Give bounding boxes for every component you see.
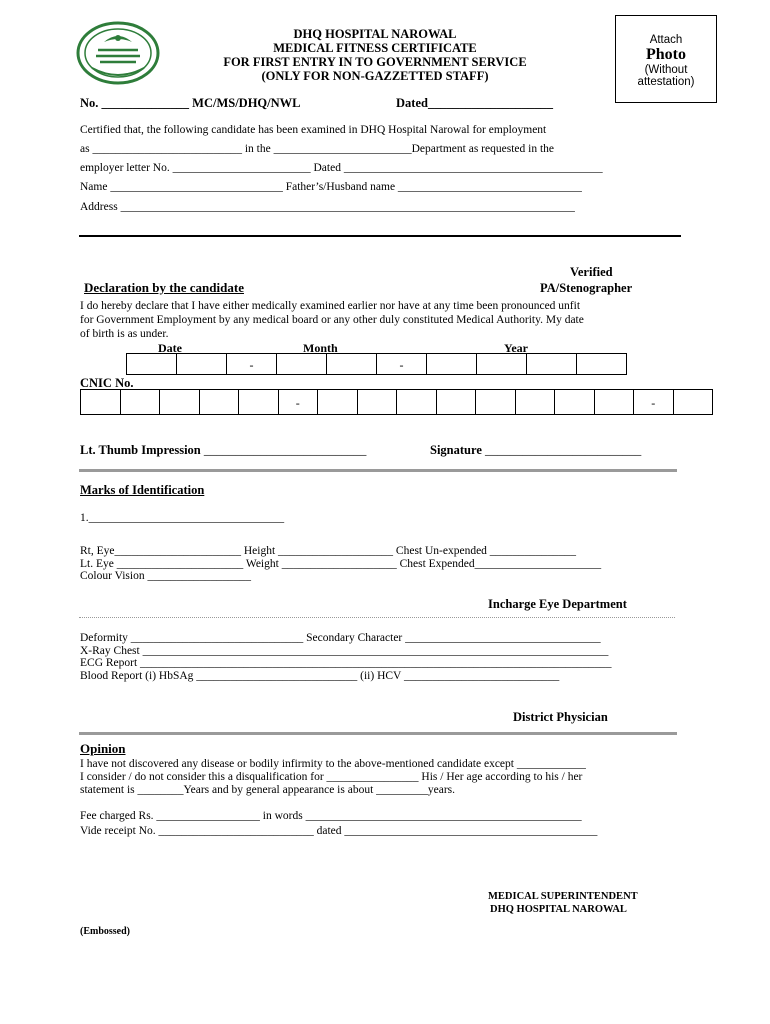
input-cell[interactable] [594,389,635,415]
no-field[interactable]: ______________ [101,96,190,110]
input-cell[interactable] [476,353,527,375]
header-line-4: (ONLY FOR NON-GAZZETTED STAFF) [261,69,489,83]
declaration-text-2: for Government Employment by any medical board or any other duly constituted Medical Authority. My date [80,314,584,326]
input-cell[interactable] [159,389,200,415]
marks-title: Marks of Identification [80,483,205,497]
input-cell[interactable] [673,389,714,415]
dated-blank[interactable]: ____________________ [427,96,553,110]
receipt-line[interactable]: Vide receipt No. ___________________________ dated ____________________________________________ [80,825,598,837]
intro-line-3[interactable]: employer letter No. ________________________ Dated _____________________________________________ [80,162,603,174]
dob-date-label: Date [158,341,182,355]
incharge-eye-label: Incharge Eye Department [488,597,627,611]
dob-month-label: Month [303,341,338,355]
intro-line-1: Certified that, the following candidate has been examined in DHQ Hospital Narowal for employment [80,124,547,136]
header-title [150,27,600,83]
cnic-label: CNIC No. [80,376,134,390]
district-physician-label: District Physician [513,710,608,724]
input-cell[interactable] [80,389,121,415]
input-cell[interactable] [475,389,516,415]
dated-label: Dated [396,96,428,110]
input-cell[interactable] [515,389,556,415]
section-divider [79,469,677,472]
xray-line[interactable]: X-Ray Chest _________________________________________________________________________________ [80,645,609,657]
separator-cell: - [226,353,277,375]
input-cell[interactable] [426,353,477,375]
thumb-impression-field[interactable] [80,443,366,458]
deformity-line[interactable]: Deformity ______________________________ Secondary Character __________________________________ [80,632,601,644]
input-cell[interactable] [276,353,327,375]
input-cell[interactable] [576,353,627,375]
dob-grid [126,353,626,375]
photo-box[interactable] [615,15,717,103]
separator-cell: - [278,389,319,415]
hospital-name-footer: DHQ HOSPITAL NAROWAL [490,904,627,915]
pa-stenographer-label: PA/Stenographer [540,281,633,295]
opinion-title: Opinion [80,741,126,756]
embossed-label: (Embossed) [80,926,131,937]
verified-label: Verified [570,265,613,279]
thumb-impression-label: Lt. Thumb Impression [80,443,201,457]
intro-line-2[interactable]: as __________________________ in the ________________________Department as requested in the [80,143,554,155]
declaration-text-3: of birth is as under. [80,328,169,340]
opinion-line-3[interactable]: statement is ________Years and by general appearance is about _________years. [80,784,456,796]
section-divider [79,617,675,618]
eye-line-2[interactable]: Lt. Eye ______________________ Weight ____________________ Chest Expended______________________ [80,558,602,570]
input-cell[interactable] [238,389,279,415]
eye-line-1[interactable]: Rt, Eye______________________ Height ____________________ Chest Un-expended _______________ [80,545,577,557]
input-cell[interactable] [317,389,358,415]
ref-code: MC/MS/DHQ/NWL [192,96,301,110]
intro-line-4[interactable]: Name ______________________________ Father’s/Husband name ________________________________ [80,181,582,193]
input-cell[interactable] [526,353,577,375]
opinion-line-2[interactable]: I consider / do not consider this a disqualification for ________________ His / Her age according to his / her [80,771,583,783]
colour-vision-line[interactable]: Colour Vision __________________ [80,570,251,582]
input-cell[interactable] [120,389,161,415]
dob-year-label: Year [504,341,528,355]
input-cell[interactable] [554,389,595,415]
photo-label: Photo [646,46,686,63]
header-line-3: FOR FIRST ENTRY IN TO GOVERNMENT SERVICE [223,55,527,69]
intro-line-5[interactable]: Address _______________________________________________________________________________ [80,201,575,213]
ref-line [80,96,301,111]
punjab-government-logo [74,20,162,86]
fee-line[interactable]: Fee charged Rs. __________________ in words ________________________________________________ [80,810,582,822]
photo-attach-label: Attach [649,34,683,46]
input-cell[interactable] [126,353,177,375]
section-divider [79,235,681,237]
declaration-text-1: I do hereby declare that I have either medically examined earlier nor have at any time been pronounced unfit [80,300,581,312]
opinion-line-1[interactable]: I have not discovered any disease or bodily infirmity to the above-mentioned candidate except ____________ [80,758,586,770]
cnic-grid [80,389,712,415]
signature-label: Signature [430,443,482,457]
separator-cell: - [376,353,427,375]
input-cell[interactable] [436,389,477,415]
ecg-line[interactable]: ECG Report __________________________________________________________________________________ [80,657,612,669]
declaration-title: Declaration by the candidate [84,280,244,295]
input-cell[interactable] [396,389,437,415]
blood-report-line[interactable]: Blood Report (i) HbSAg ____________________________ (ii) HCV ___________________________ [80,670,560,682]
photo-note-1: (Without [644,64,688,76]
section-divider [79,732,677,735]
input-cell[interactable] [176,353,227,375]
input-cell[interactable] [357,389,398,415]
input-cell[interactable] [326,353,377,375]
header-line-2: MEDICAL FITNESS CERTIFICATE [273,41,477,55]
input-cell[interactable] [199,389,240,415]
no-label: No. [80,96,99,110]
signature-field[interactable] [430,443,641,458]
marks-item-1[interactable]: 1.__________________________________ [80,512,285,524]
signature-blank[interactable]: _________________________ [485,443,642,457]
thumb-impression-blank[interactable]: __________________________ [203,443,367,457]
photo-note-2: attestation) [637,76,695,88]
separator-cell: - [633,389,674,415]
medical-superintendent-label: MEDICAL SUPERINTENDENT [488,891,638,902]
dated-field[interactable] [396,96,553,111]
header-line-1: DHQ HOSPITAL NAROWAL [293,27,457,41]
